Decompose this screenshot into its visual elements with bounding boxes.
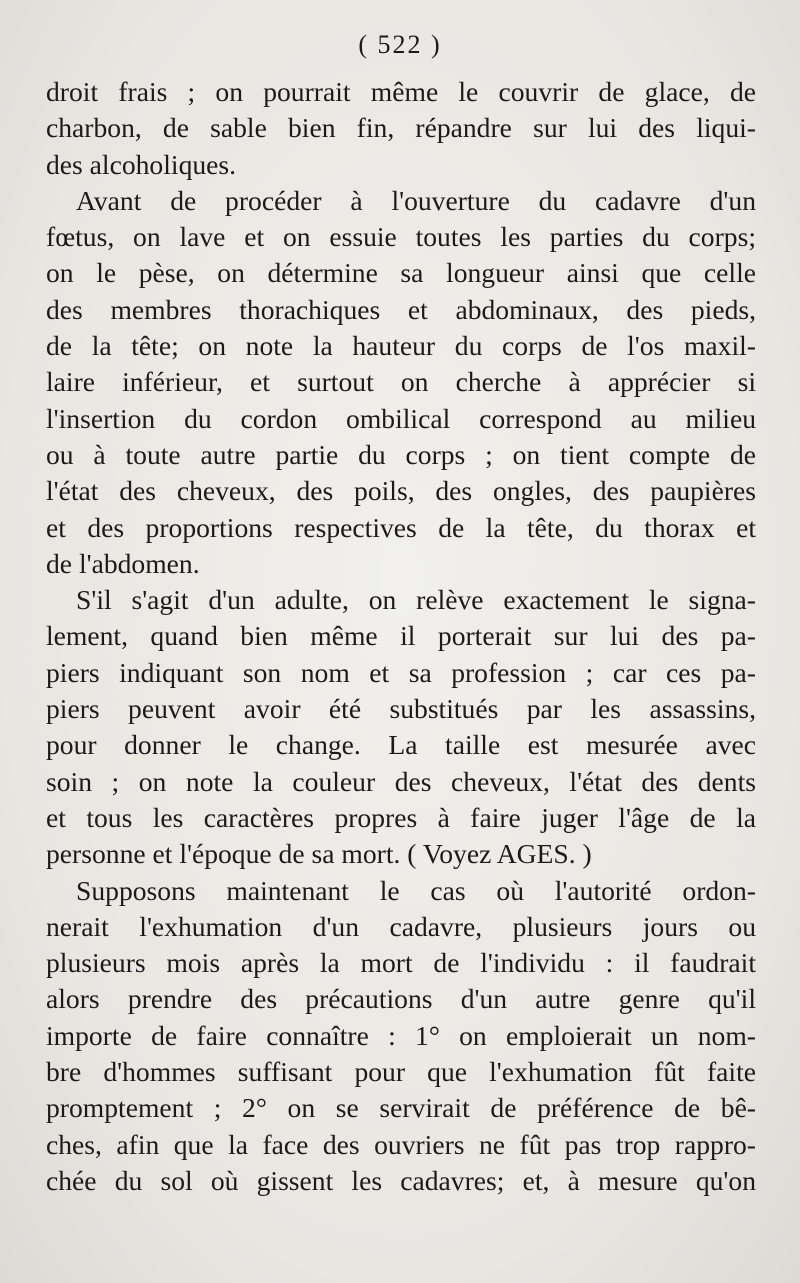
text-line: piers indiquant son nom et sa profession ; car ces pa- bbox=[46, 656, 756, 688]
text-line: nerait l'exhumation d'un cadavre, plusieurs jours ou bbox=[46, 910, 756, 942]
text-line: ou à toute autre partie du corps ; on tient compte de bbox=[46, 438, 756, 470]
text-line: et des proportions respectives de la tête, du thorax et bbox=[46, 511, 756, 543]
page-number: ( 522 ) bbox=[358, 30, 442, 59]
text-line: ches, afin que la face des ouvriers ne fût pas trop rappro- bbox=[46, 1128, 756, 1160]
text-line: S'il s'agit d'un adulte, on relève exactement le signa- bbox=[76, 584, 756, 616]
text-line: Avant de procéder à l'ouverture du cadavre d'un bbox=[76, 184, 756, 216]
text-line: laire inférieur, et surtout on cherche à apprécier si bbox=[46, 366, 756, 398]
text-line: fœtus, on lave et on essuie toutes les parties du corps; bbox=[46, 221, 756, 253]
text-line: chée du sol où gissent les cadavres; et, à mesure qu'on bbox=[46, 1164, 756, 1196]
text-line: piers peuvent avoir été substitués par les assassins, bbox=[46, 693, 756, 725]
text-line: des alcoholiques. bbox=[46, 148, 237, 180]
text-line: droit frais ; on pourrait même le couvrir de glace, de bbox=[46, 76, 756, 107]
text-line: lement, quand bien même il porterait sur lui des pa- bbox=[46, 620, 756, 652]
text-line: l'état des cheveux, des poils, des ongles, des paupières bbox=[46, 475, 756, 507]
text-line: alors prendre des précautions d'un autre genre qu'il bbox=[46, 983, 756, 1015]
text-line: soin ; on note la couleur des cheveux, l'état des dents bbox=[46, 765, 756, 797]
text-line: charbon, de sable bien fin, répandre sur lui des liqui- bbox=[46, 112, 756, 144]
text-line: de l'abdomen. bbox=[46, 547, 200, 579]
text-line: importe de faire connaître : 1° on emploierait un nom- bbox=[46, 1019, 756, 1051]
text-line: on le pèse, on détermine sa longueur ainsi que celle bbox=[46, 257, 756, 289]
text-line: Supposons maintenant le cas où l'autorité ordon- bbox=[76, 874, 756, 906]
text-line: personne et l'époque de sa mort. ( Voyez AGES. ) bbox=[46, 838, 592, 870]
text-line: l'insertion du cordon ombilical correspond au milieu bbox=[46, 402, 756, 434]
text-line: plusieurs mois après la mort de l'individu : il faudrait bbox=[46, 947, 756, 979]
text-line: et tous les caractères propres à faire juger l'âge de la bbox=[46, 801, 756, 833]
text-line: de la tête; on note la hauteur du corps de l'os maxil- bbox=[46, 330, 756, 362]
text-line: des membres thorachiques et abdominaux, des pieds, bbox=[46, 293, 756, 325]
text-line: bre d'hommes suffisant pour que l'exhumation fût faite bbox=[46, 1056, 756, 1088]
body-text bbox=[46, 74, 756, 1199]
text-line: promptement ; 2° on se servirait de préférence de bê- bbox=[46, 1092, 756, 1124]
text-line: pour donner le change. La taille est mesurée avec bbox=[46, 729, 756, 761]
